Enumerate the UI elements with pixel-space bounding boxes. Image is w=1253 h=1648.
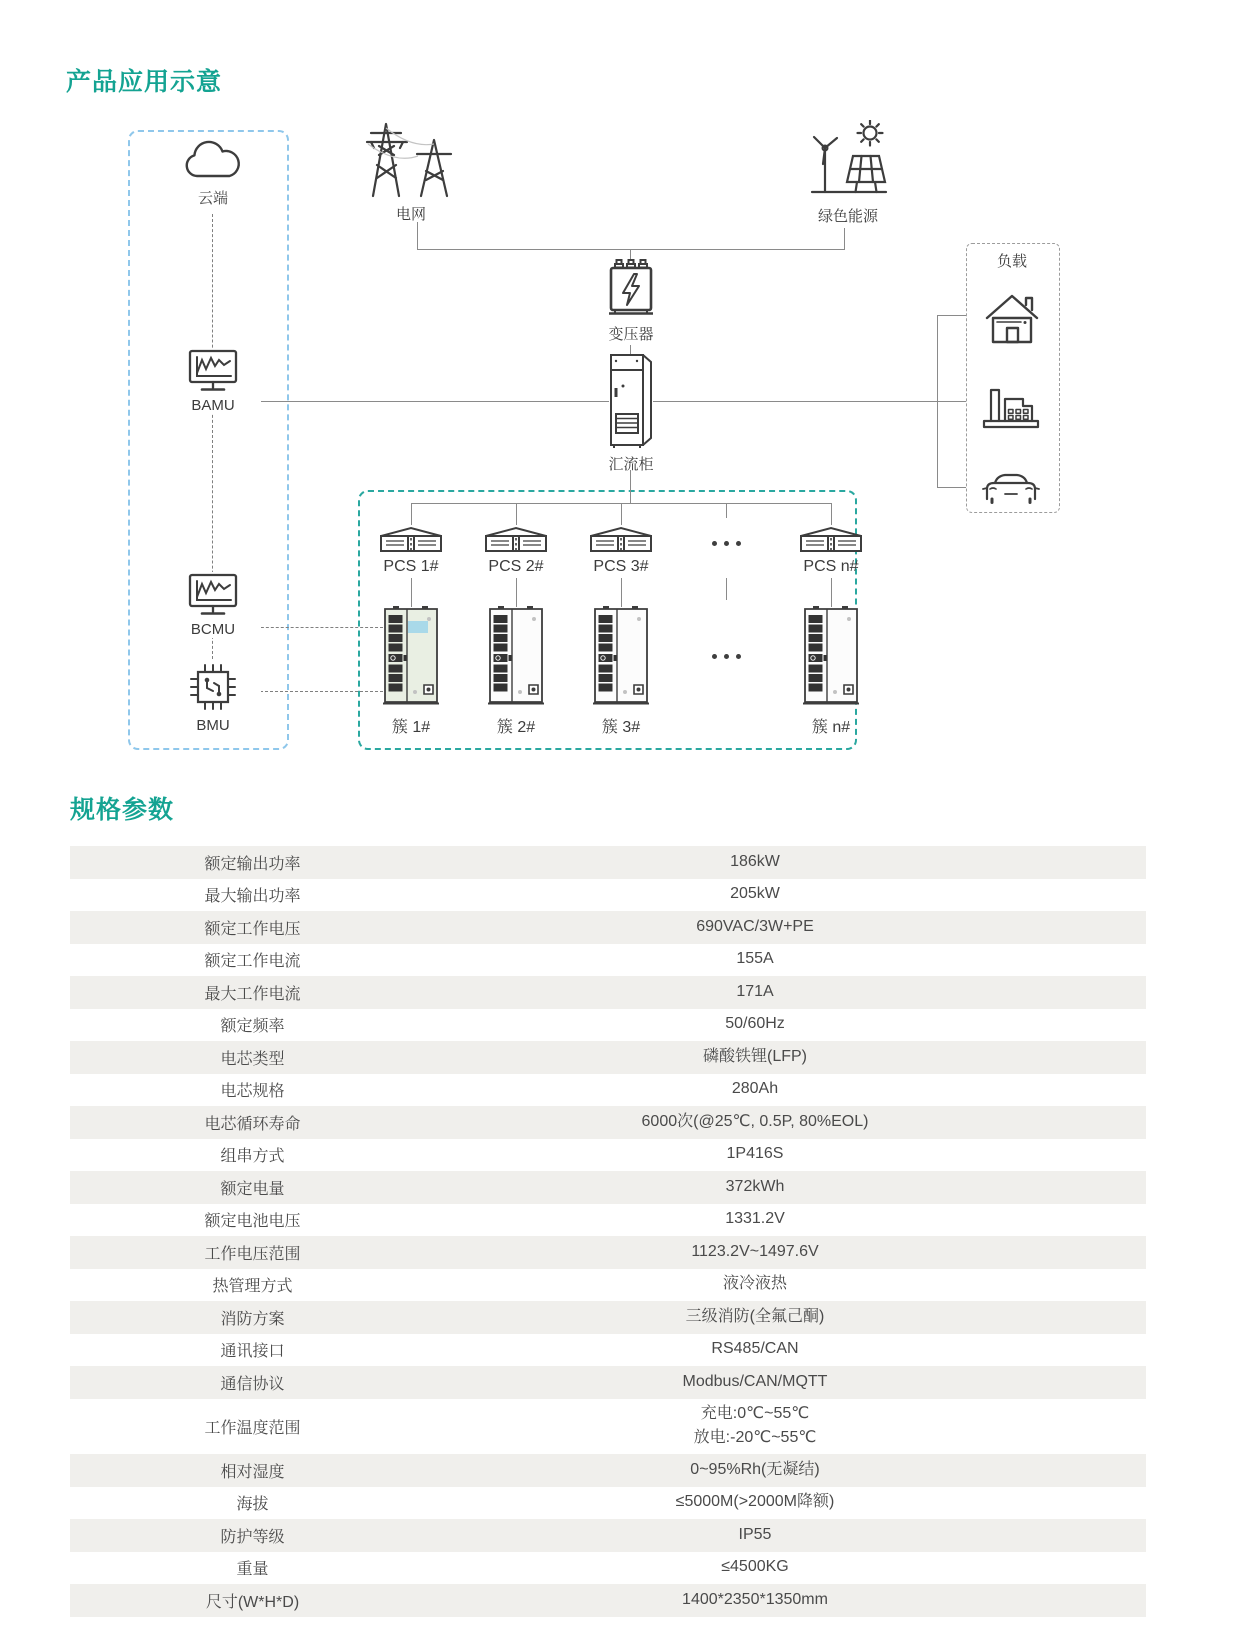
spec-parameter-name: 防护等级 — [220, 1528, 285, 1546]
spec-value-line: IP55 — [738, 1525, 772, 1543]
spec-table-row — [70, 1366, 1146, 1399]
spec-table-row — [70, 1171, 1146, 1204]
bmu-label: BMU — [196, 717, 230, 734]
spec-parameter-name: 工作电压范围 — [204, 1245, 301, 1263]
spec-table-row — [70, 1204, 1146, 1237]
spec-parameter-name: 通讯接口 — [220, 1343, 285, 1361]
green-energy-drop-line — [844, 228, 845, 250]
pcs2-cluster2-line — [516, 578, 517, 607]
grid-node — [356, 116, 466, 224]
load-car-stub-line — [937, 487, 966, 488]
spec-table-row — [70, 944, 1146, 977]
spec-value-line: ≤5000M(>2000M降额) — [675, 1493, 835, 1511]
spec-parameter-name: 通信协议 — [220, 1375, 285, 1393]
combiner-to-pcs-bus-line — [630, 470, 631, 504]
load-label: 负载 — [996, 253, 1027, 270]
spec-parameter-name: 额定电量 — [220, 1180, 285, 1198]
spec-table-row — [70, 1236, 1146, 1269]
cluster-ellipsis-dots-icon — [712, 654, 741, 659]
pcs-ellipsis-dots-icon — [712, 541, 741, 546]
spec-parameter-name: 最大工作电流 — [204, 985, 301, 1003]
spec-parameter-name: 工作温度范围 — [204, 1419, 301, 1437]
cloud-icon — [181, 138, 245, 184]
car-icon — [980, 469, 1042, 505]
spec-table-row — [70, 1269, 1146, 1302]
spec-value-line: 液冷液热 — [722, 1275, 787, 1293]
bmu-node — [165, 660, 261, 734]
grid-label: 电网 — [395, 206, 426, 223]
spec-value-line: 0~95%Rh(无凝结) — [690, 1460, 820, 1478]
spec-value-line: 磷酸铁锂(LFP) — [702, 1047, 807, 1065]
spec-table-row — [70, 976, 1146, 1009]
spec-parameter-name: 额定工作电压 — [204, 920, 301, 938]
spec-value-line: 186kW — [730, 852, 780, 870]
spec-table-row — [70, 1584, 1146, 1617]
spec-parameter-value — [435, 1172, 1075, 1203]
pcs-unit-icon — [588, 524, 654, 554]
pcs-unit-icon — [483, 524, 549, 554]
spec-table-row — [70, 1301, 1146, 1334]
pcsn-clustern-line — [831, 578, 832, 607]
green-energy-label: 绿色能源 — [817, 208, 878, 225]
spec-table-row — [70, 1454, 1146, 1487]
spec-value-line: 1P416S — [726, 1145, 784, 1163]
spec-parameter-value — [435, 879, 1075, 910]
combiner-node — [596, 352, 666, 474]
bcmu-node — [165, 572, 261, 638]
spec-parameter-value — [435, 944, 1075, 975]
pcs3-cluster3-line — [621, 578, 622, 607]
spec-table-row — [70, 911, 1146, 944]
spec-parameter-name: 电芯规格 — [220, 1083, 285, 1101]
spec-parameter-value — [435, 1399, 1075, 1455]
pcs-label: PCS 1# — [383, 558, 439, 575]
spec-parameter-value — [435, 1237, 1075, 1268]
spec-table-row — [70, 1334, 1146, 1367]
spec-parameter-value — [435, 1204, 1075, 1235]
bamu-to-combiner-line — [247, 401, 609, 402]
cloud-node — [165, 138, 261, 208]
green-energy-node — [794, 120, 902, 226]
spec-value-line: Modbus/CAN/MQTT — [682, 1372, 828, 1390]
spec-value-line: 372kWh — [725, 1177, 785, 1195]
spec-table-row — [70, 1552, 1146, 1585]
spec-parameter-name: 重量 — [236, 1561, 269, 1579]
bamu-monitor-icon — [187, 348, 239, 394]
combiner-to-load-line — [653, 401, 966, 402]
bmu-chip-icon — [186, 660, 240, 714]
spec-value-line: 1400*2350*1350mm — [682, 1590, 828, 1608]
spec-parameter-value — [435, 1269, 1075, 1300]
pcs1-drop-line — [411, 503, 412, 525]
pcs-unit-icon — [378, 524, 444, 554]
spec-parameter-name: 额定电池电压 — [204, 1213, 301, 1231]
spec-parameter-name: 组串方式 — [220, 1148, 285, 1166]
cluster-label: 簇 1# — [391, 719, 431, 736]
spec-table-row — [70, 1041, 1146, 1074]
spec-parameter-value — [435, 1009, 1075, 1040]
pcs2-drop-line — [516, 503, 517, 525]
spec-value-line: 171A — [736, 982, 774, 1000]
spec-value-line: 三级消防(全氟己酮) — [685, 1307, 825, 1325]
spec-parameter-value — [435, 1302, 1075, 1333]
spec-parameter-name: 消防方案 — [220, 1310, 285, 1328]
grid-drop-line — [417, 222, 418, 250]
cluster-label: 簇 2# — [496, 719, 536, 736]
spec-table-row — [70, 846, 1146, 879]
spec-value-line: 690VAC/3W+PE — [696, 917, 814, 935]
combiner-label: 汇流柜 — [608, 456, 654, 473]
spec-parameter-name: 最大输出功率 — [204, 888, 301, 906]
spec-value-line: 1331.2V — [725, 1210, 785, 1228]
spec-table — [70, 846, 1146, 1617]
load-branch-line — [937, 316, 938, 488]
spec-value-line: 充电:0℃~55℃ — [700, 1404, 810, 1422]
battery-cluster-icon — [382, 604, 440, 706]
spec-parameter-value — [435, 1552, 1075, 1583]
pcs-label: PCS 2# — [488, 558, 544, 575]
combiner-cabinet-icon — [607, 352, 655, 450]
spec-table-row — [70, 1139, 1146, 1172]
spec-parameter-value — [435, 1074, 1075, 1105]
spec-table-row — [70, 1074, 1146, 1107]
spec-value-line: 155A — [736, 950, 774, 968]
spec-value-line: 205kW — [730, 885, 780, 903]
spec-value-line: RS485/CAN — [711, 1340, 799, 1358]
spec-value-line2: 放电:-20℃~55℃ — [693, 1429, 817, 1447]
pcs1-cluster1-line — [411, 578, 412, 607]
power-grid-icon — [363, 116, 459, 200]
spec-parameter-value — [435, 1367, 1075, 1398]
factory-icon — [980, 382, 1042, 430]
spec-parameter-name: 额定工作电流 — [204, 953, 301, 971]
spec-parameter-name: 额定频率 — [220, 1018, 285, 1036]
spec-parameter-value — [435, 847, 1075, 878]
spec-parameter-value — [435, 1334, 1075, 1365]
monitoring-group-box — [128, 130, 289, 750]
bamu-node — [165, 348, 261, 414]
pcs3-drop-line — [621, 503, 622, 525]
cluster-ellipsis-drop-line — [726, 578, 727, 600]
bcmu-monitor-icon — [187, 572, 239, 618]
spec-value-line: 280Ah — [731, 1080, 779, 1098]
spec-parameter-value — [435, 1139, 1075, 1170]
spec-table-row — [70, 1009, 1146, 1042]
specs-section-title: 规格参数 — [70, 796, 175, 824]
spec-table-row — [70, 879, 1146, 912]
spec-parameter-value — [435, 1520, 1075, 1551]
spec-parameter-name: 额定输出功率 — [204, 855, 301, 873]
bcmu-to-cluster-dashed-line — [246, 627, 383, 628]
pcsn-drop-line — [831, 503, 832, 525]
spec-value-line: 6000次(@25℃, 0.5P, 80%EOL) — [641, 1112, 869, 1130]
spec-parameter-name: 海拔 — [236, 1496, 269, 1514]
spec-table-row — [70, 1399, 1146, 1455]
spec-parameter-value — [435, 1042, 1075, 1073]
bamu-label: BAMU — [191, 397, 235, 414]
spec-value-line: 1123.2V~1497.6V — [691, 1242, 819, 1260]
spec-parameter-value — [435, 977, 1075, 1008]
spec-parameter-value — [435, 1487, 1075, 1518]
cloud-label: 云端 — [197, 190, 228, 207]
pcs-label: PCS n# — [803, 558, 859, 575]
spec-parameter-name: 电芯循环寿命 — [204, 1115, 301, 1133]
spec-parameter-name: 相对湿度 — [220, 1463, 285, 1481]
house-icon — [983, 291, 1041, 345]
spec-value-line: ≤4500KG — [721, 1558, 789, 1576]
spec-value-line: 50/60Hz — [725, 1015, 785, 1033]
bmu-to-cluster-dashed-line — [240, 691, 383, 692]
spec-parameter-value — [435, 1585, 1075, 1616]
spec-table-row — [70, 1519, 1146, 1552]
spec-parameter-name: 电芯类型 — [220, 1050, 285, 1068]
spec-parameter-name: 尺寸(W*H*D) — [205, 1593, 300, 1611]
transformer-label: 变压器 — [608, 326, 654, 343]
spec-table-row — [70, 1487, 1146, 1520]
transformer-icon — [606, 258, 656, 320]
application-section-title: 产品应用示意 — [66, 68, 223, 96]
pcs-label: PCS 3# — [593, 558, 649, 575]
spec-parameter-name: 热管理方式 — [212, 1278, 293, 1296]
pcs-ellipsis-drop-line — [726, 503, 727, 518]
spec-parameter-value — [435, 1455, 1075, 1486]
spec-parameter-value — [435, 1107, 1075, 1138]
spec-table-row — [70, 1106, 1146, 1139]
load-house-stub-line — [937, 315, 966, 316]
spec-parameter-value — [435, 912, 1075, 943]
battery-cluster-icon — [802, 604, 860, 706]
green-energy-icon — [806, 120, 890, 202]
bcmu-label: BCMU — [190, 621, 236, 638]
battery-cluster-icon — [592, 604, 650, 706]
pcs-unit-icon — [798, 524, 864, 554]
battery-cluster-icon — [487, 604, 545, 706]
transformer-node — [596, 258, 666, 344]
cluster-label: 簇 3# — [601, 719, 641, 736]
cluster-label: 簇 n# — [811, 719, 851, 736]
grid-green-bus-line — [417, 249, 845, 250]
